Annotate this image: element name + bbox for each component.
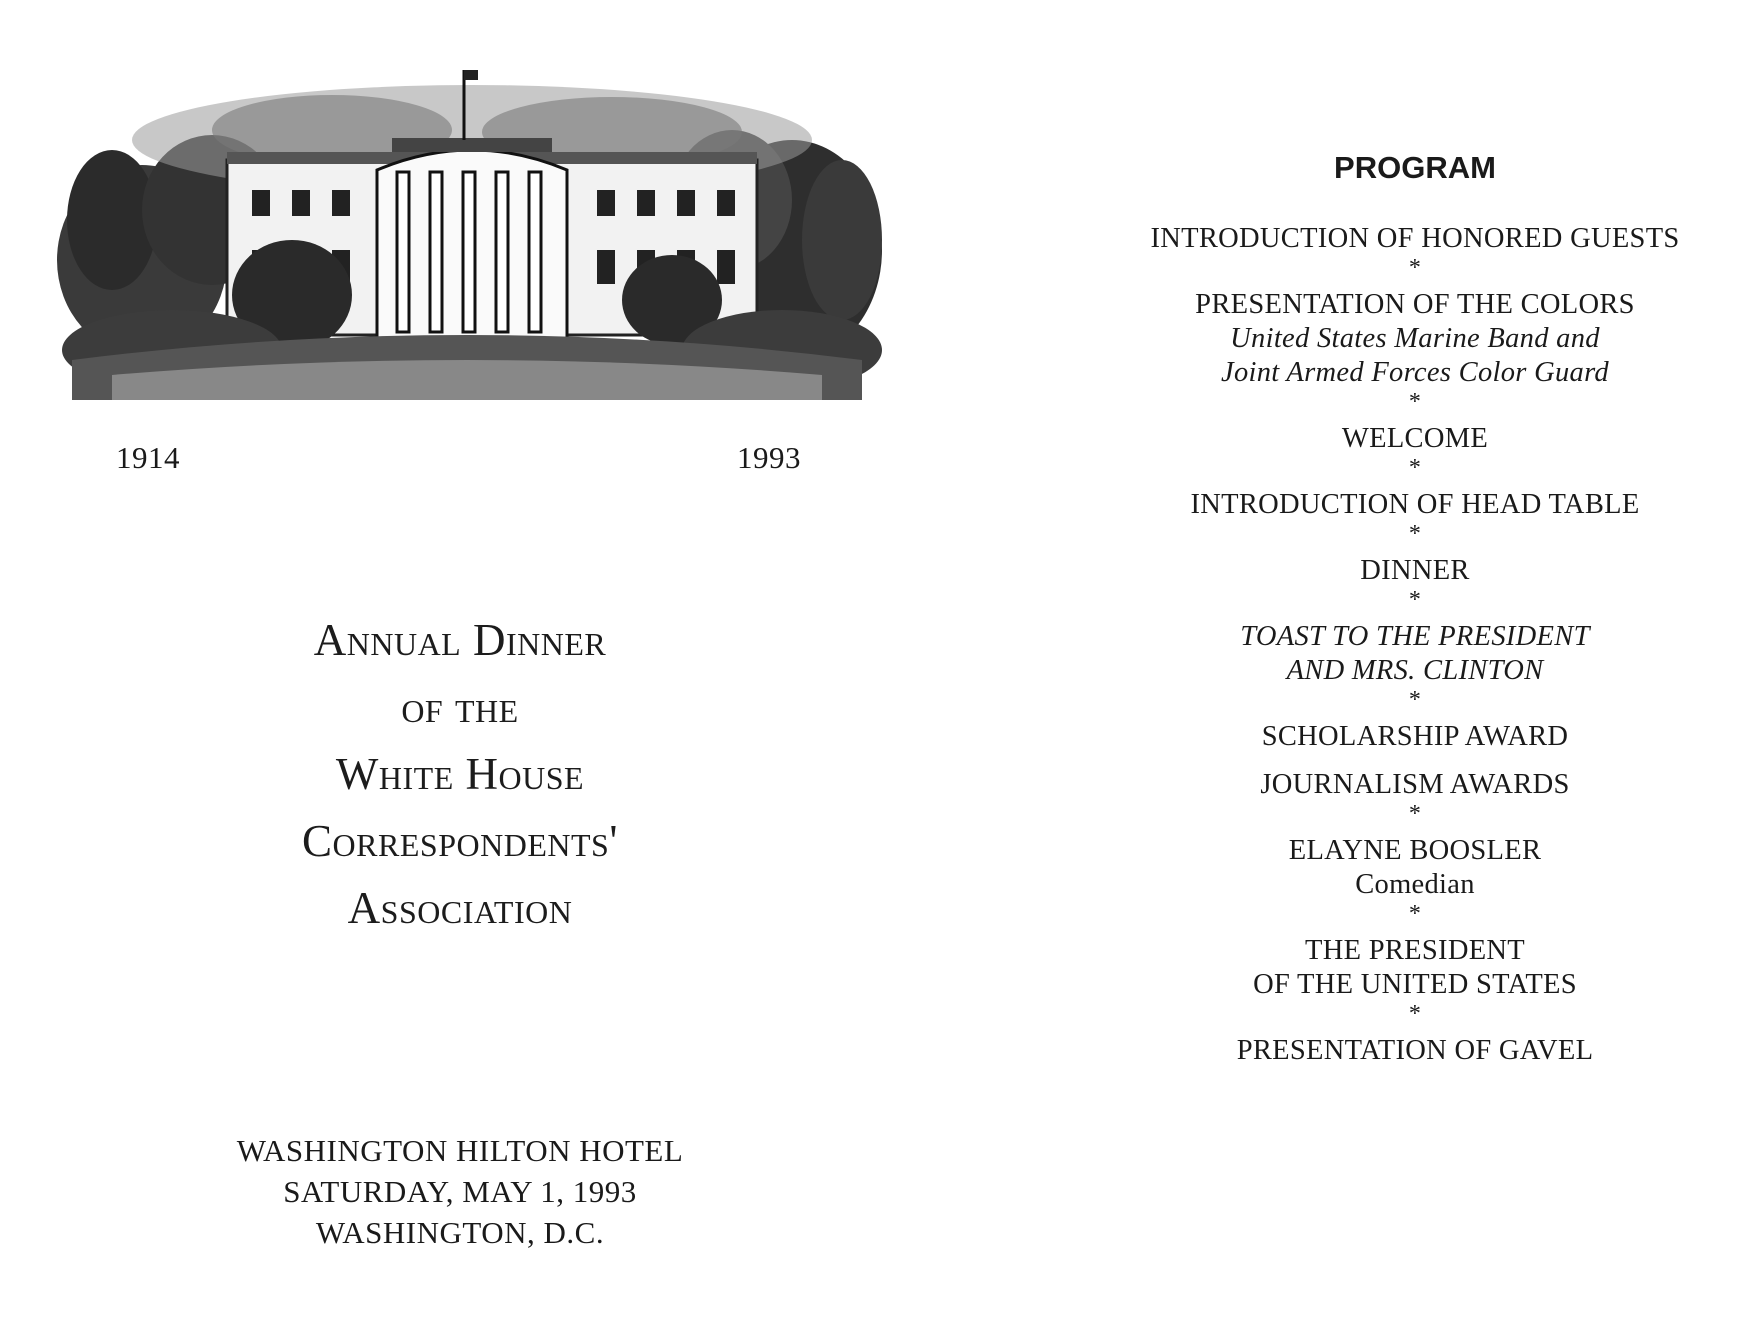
program-list (1100, 222, 1730, 1068)
venue-details (0, 1130, 920, 1253)
event-city: WASHINGTON, D.C. (315, 1215, 605, 1250)
title-line: White House (335, 749, 585, 799)
year-start: 1914 (116, 440, 180, 475)
program-item-colors-detail: United States Marine Band and (1230, 323, 1600, 354)
separator-star: * (1408, 1001, 1422, 1027)
separator-star: * (1408, 901, 1422, 927)
white-house-engraving (52, 60, 882, 400)
separator-star: * (1408, 687, 1422, 713)
program-item-dinner: DINNER (1360, 555, 1470, 586)
year-end: 1993 (737, 440, 801, 475)
program-heading: PROGRAM (1334, 150, 1496, 185)
program-item-gavel: PRESENTATION OF GAVEL (1236, 1035, 1594, 1066)
cover-title (0, 607, 920, 942)
program-page (1100, 0, 1730, 1320)
title-line: Correspondents' (302, 816, 618, 866)
separator-star: * (1408, 801, 1422, 827)
separator-star: * (1408, 389, 1422, 415)
program-item-colors: PRESENTATION OF THE COLORS (1195, 289, 1635, 320)
title-line: of the (401, 682, 519, 732)
program-item-president: THE PRESIDENT (1304, 935, 1525, 966)
separator-star: * (1408, 587, 1422, 613)
venue-name: WASHINGTON HILTON HOTEL (236, 1133, 684, 1168)
event-date: SATURDAY, MAY 1, 1993 (283, 1174, 637, 1209)
program-item-boosler: ELAYNE BOOSLER (1288, 835, 1542, 866)
title-line: Association (347, 883, 573, 933)
separator-star: * (1408, 521, 1422, 547)
program-item-welcome: WELCOME (1341, 423, 1489, 454)
program-item-colors-detail: Joint Armed Forces Color Guard (1221, 357, 1609, 388)
separator-star: * (1408, 455, 1422, 481)
program-item-head-table: INTRODUCTION OF HEAD TABLE (1190, 489, 1640, 520)
program-item-toast: TOAST TO THE PRESIDENT (1240, 621, 1590, 652)
program-item-president: OF THE UNITED STATES (1253, 969, 1577, 1000)
program-item-boosler-role: Comedian (1355, 869, 1475, 900)
title-line: Annual Dinner (313, 615, 607, 665)
separator-star: * (1408, 255, 1422, 281)
program-item-journalism: JOURNALISM AWARDS (1260, 769, 1570, 800)
program-item-toast: AND MRS. CLINTON (1286, 655, 1544, 686)
program-item-scholarship: SCHOLARSHIP AWARD (1261, 721, 1569, 752)
program-item-intro-guests: INTRODUCTION OF HONORED GUESTS (1150, 223, 1680, 254)
